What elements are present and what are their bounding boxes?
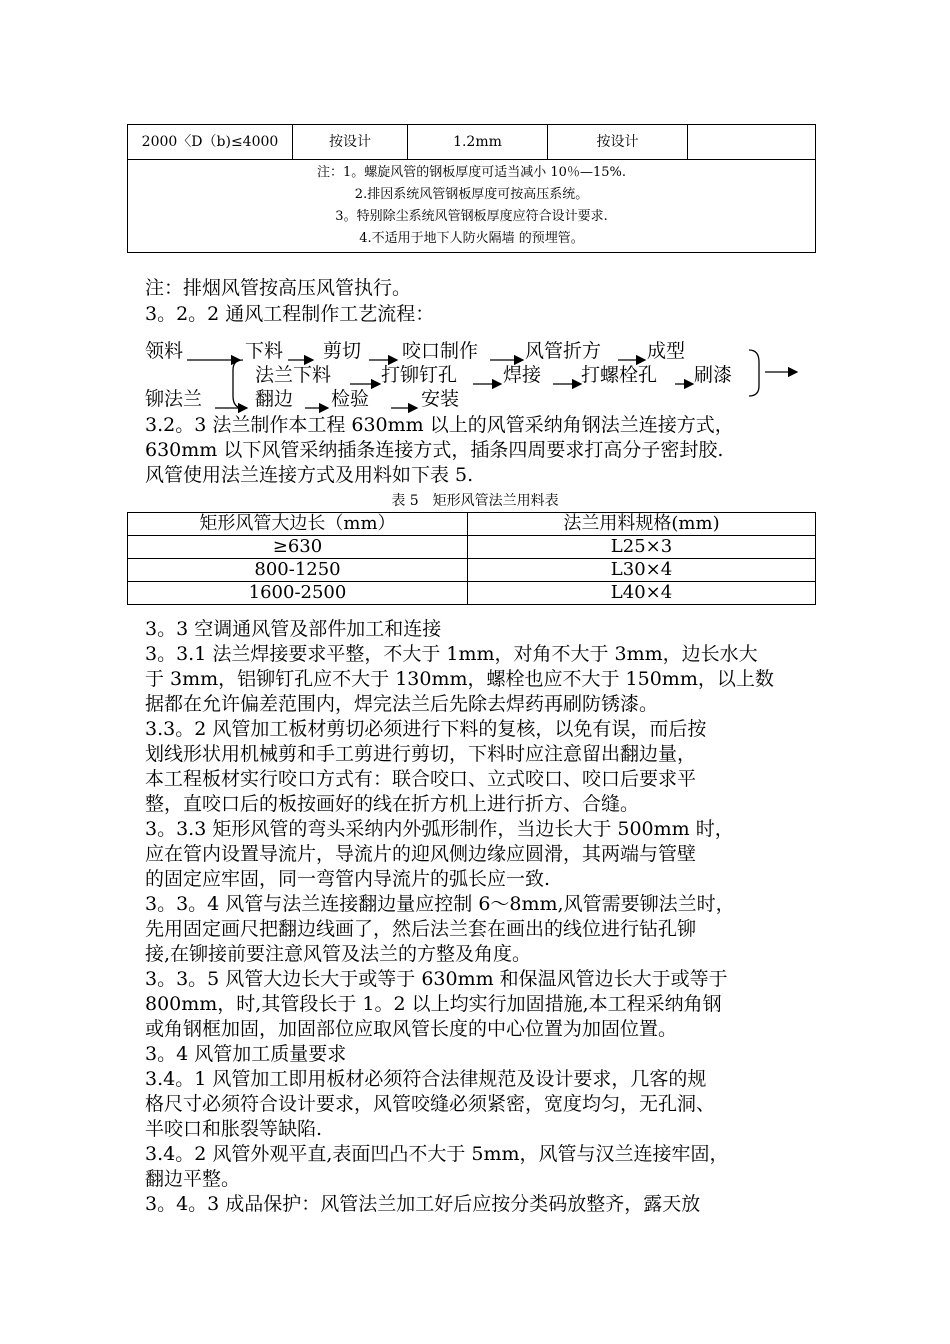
text-line: 半咬口和胀裂等缺陷.: [145, 1118, 323, 1140]
text-line: 3。4。3 成品保护：风管法兰加工好后应按分类码放整齐，露天放: [145, 1193, 701, 1215]
note-line: 注：1。螺旋风管的钢板厚度可适当减小 10％—15%.: [317, 165, 626, 180]
table-header: 法兰用料规格(mm): [468, 513, 816, 536]
table-caption: 表 5 矩形风管法兰用料表: [391, 493, 559, 509]
flange-material-table: [127, 512, 816, 605]
duct-thickness-table: [127, 124, 816, 253]
flow-step: 领料: [145, 340, 184, 362]
text-line: 630mm 以下风管采纳插条连接方式，插条四周要求打高分子密封胶.: [145, 439, 724, 461]
table-row: [128, 160, 816, 253]
flow-step: 翻边: [255, 388, 294, 410]
text-line: 3。3。5 风管大边长大于或等于 630mm 和保温风管边长大于或等于: [145, 968, 728, 990]
flow-step: 焊接: [503, 364, 542, 386]
text-line: 本工程板材实行咬口方式有：联合咬口、立式咬口、咬口后要求平: [145, 768, 697, 790]
table-cell: 1.2mm: [408, 125, 548, 160]
table-cell: 按设计: [293, 125, 408, 160]
text-line: 整，直咬口后的板按画好的线在折方机上进行折方、合缝。: [145, 793, 640, 815]
flow-step: 咬口制作: [402, 340, 479, 362]
table-row: [128, 582, 816, 605]
table-notes: [128, 160, 816, 253]
table-cell: 1600-2500: [128, 582, 468, 605]
text-line: 先用固定画尺把翻边线画了，然后法兰套在画出的线位进行钻孔铆: [145, 918, 697, 940]
table-header-row: [128, 513, 816, 536]
flow-bracket-left: [233, 360, 243, 408]
text-line: 的固定应牢固，同一弯管内导流片的弧长应一致.: [145, 868, 551, 890]
text-line: 翻边平整。: [145, 1168, 241, 1190]
table-row: [128, 536, 816, 559]
flow-bracket-right: [749, 350, 759, 396]
flow-step: 风管折方: [525, 340, 602, 362]
text-line: 或角钢框加固，加固部位应取风管长度的中心位置为加固位置。: [145, 1018, 678, 1040]
text-line: 据都在允许偏差范围内，焊完法兰后先除去焊药再刷防锈漆。: [145, 693, 659, 715]
text-line: 3。3.1 法兰焊接要求平整，不大于 1mm，对角不大于 3mm，边长水大: [145, 643, 758, 665]
text-line: 3.2。3 法兰制作本工程 630mm 以上的风管采纳角钢法兰连接方式，: [145, 414, 734, 436]
process-flow-diagram: [145, 338, 817, 418]
table-cell: 按设计: [548, 125, 688, 160]
table-cell: [688, 125, 816, 160]
section-323: [145, 413, 817, 488]
flow-step: 打螺栓孔: [581, 364, 658, 386]
text-line: 3。3.3 矩形风管的弯头采纳内外弧形制作，当边长大于 500mm 时，: [145, 818, 734, 840]
text-line: 800mm，时,其管段长于 1。2 以上均实行加固措施,本工程采纳角钢: [145, 993, 722, 1015]
note-line: 3。特别除尘系统风管钢板厚度应符合设计要求.: [335, 209, 608, 224]
table-cell: L30×4: [468, 559, 816, 582]
flow-step: 检验: [331, 388, 370, 410]
flow-step: 成型: [647, 340, 686, 362]
table-cell: L40×4: [468, 582, 816, 605]
note-line: 2.排因系统风管钢板厚度可按高压系统。: [354, 187, 589, 202]
text-line: 格尺寸必须符合设计要求，风管咬缝必须紧密，宽度均匀，无孔洞、: [145, 1093, 716, 1115]
note-line: 4.不适用于地下人防火隔墙 的预埋管。: [359, 231, 584, 246]
table-header: 矩形风管大边长（mm）: [128, 513, 468, 536]
table-cell: L25×3: [468, 536, 816, 559]
table-row: [128, 559, 816, 582]
smoke-duct-note: 注：排烟风管按高压风管执行。: [145, 277, 412, 299]
flow-step: 打铆钉孔: [381, 364, 458, 386]
section-heading: 3。2。2 通风工程制作工艺流程：: [145, 303, 435, 325]
text-line: 于 3mm，铝铆钉孔应不大于 130mm，螺栓也应不大于 150mm，以上数: [145, 668, 774, 690]
flow-step: 铆法兰: [145, 388, 203, 410]
body-text: [145, 617, 817, 1217]
flow-step: 法兰下料: [255, 364, 332, 386]
table-row: [128, 125, 816, 160]
flow-step: 下料: [245, 340, 284, 362]
flow-step: 安装: [421, 388, 460, 410]
text-line: 3.4。2 风管外观平直,表面凹凸不大于 5mm，风管与汉兰连接牢固，: [145, 1143, 729, 1165]
text-line: 应在管内设置导流片，导流片的迎风侧边缘应圆滑，其两端与管壁: [145, 843, 697, 865]
text-line: 3。3。4 风管与法兰连接翻边量应控制 6～8mm,风管需要铆法兰时，: [145, 893, 735, 915]
text-line: 接,在铆接前要注意风管及法兰的方整及角度。: [145, 943, 532, 965]
text-line: 划线形状用机械剪和手工剪进行剪切，下料时应注意留出翻边量，: [145, 743, 697, 765]
text-line: 3。4 风管加工质量要求: [145, 1043, 347, 1065]
table-cell: 800-1250: [128, 559, 468, 582]
text-line: 风管使用法兰连接方式及用料如下表 5.: [145, 464, 474, 486]
text-line: 3.4。1 风管加工即用板材必须符合法律规范及设计要求，几客的规: [145, 1068, 707, 1090]
table-cell: ≥630: [128, 536, 468, 559]
text-line: 3。3 空调通风管及部件加工和连接: [145, 618, 442, 640]
flow-step: 刷漆: [694, 364, 733, 386]
table-cell: 2000〈D（b)≤4000: [128, 125, 293, 160]
text-line: 3.3。2 风管加工板材剪切必须进行下料的复核，以免有误，而后按: [145, 718, 707, 740]
flow-step: 剪切: [323, 340, 362, 362]
